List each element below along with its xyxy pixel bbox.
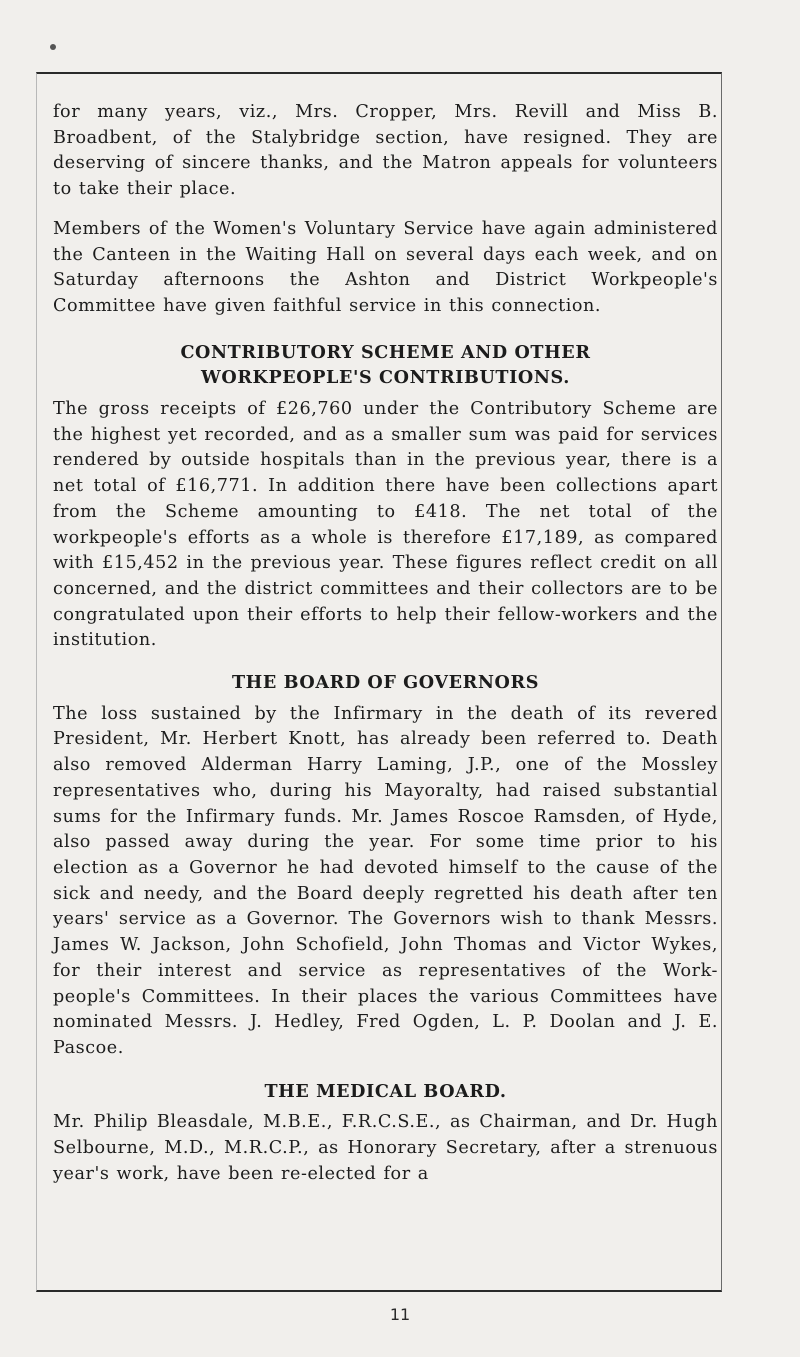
paragraph-governors: The loss sustained by the Infirmary in the death of its revered President, Mr. Herbert Knott, has already been referred to. Death also removed Alderman Harry Laming, J.P., one of the Mossley representatives who, during his Mayoralty, had raised substantial sums for the Infirmary funds. Mr. James Roscoe Ramsden, of Hyde, also passed away during the year. For some time prior to his election as a Governor he had devoted himself to the cause of the sick and needy, and the Board deeply regretted his death after ten years' service as a Governor. The Governors wish to thank Messrs. James W. Jackson, John Schofield, John Thomas and Victor Wykes, for their interest and service as representatives of the Work- people's Committees. In their places the various Committees have nominated Messrs. J. Hedley, Fred Ogden, L. P. Doolan and J. E. Pascoe. [53,703,718,1058]
heading-medical-board: THE MEDICAL BOARD. [264,1080,507,1102]
paragraph-medical-board: Mr. Philip Bleasdale, M.B.E., F.R.C.S.E., as Chairman, and Dr. Hugh Selbourne, M.D., M.R.C.P., as Honorary Secretary, after a strenuous year's work, have been re-elected for a [53,1112,718,1184]
heading-contributory-line-1: CONTRIBUTORY SCHEME AND OTHER [180,341,591,363]
heading-board-of-governors: THE BOARD OF GOVERNORS [231,672,540,694]
paragraph-contributions: The gross receipts of £26,760 under the Contributory Scheme are the highest yet recorded, and as a smaller sum was paid for services rendered by outside hospitals than in the previous year, there is a net total of £16,771. In addition there have been collections apart from the Scheme amounting to £418. The net total of the workpeople's efforts as a whole is therefore £17,189, as compared with £15,452 in the previous year. These figures reflect credit on all concerned, and the district committees and their collectors are to be congratulated upon their efforts to help their fellow-workers and the institution. [53,399,718,651]
paragraph-canteen: Members of the Women's Voluntary Service have again administered the Canteen in the Waiting Hall on several days each week, and on Saturday afternoons the Ashton and District Workpeople's Committee have given faithful service in this connection. [53,218,718,316]
page-number: 11 [389,1305,411,1324]
ink-speck [50,44,56,50]
heading-contributory-scheme [53,340,718,391]
paragraph-volunteers: for many years, viz., Mrs. Cropper, Mrs. Revill and Miss B. Broadbent, of the Stalybridge section, have resigned. They are deserving of sincere thanks, and the Matron appeals for volunteers to take their place. [53,102,718,200]
page-body [53,100,718,1187]
heading-contributory-line-2: WORKPEOPLE'S CONTRIBUTIONS. [201,367,570,389]
